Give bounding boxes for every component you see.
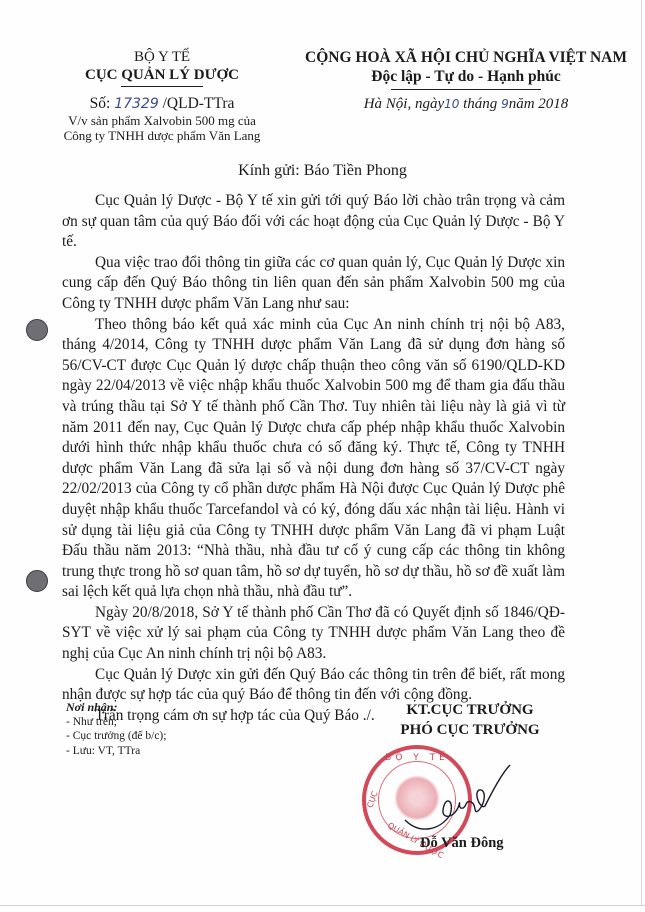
paragraph: Cục Quản lý Dược - Bộ Y tế xin gửi tới quý Báo lời chào trân trọng và cảm ơn sự quan tâm của quý Báo đối với các hoạt động của Cục Quản lý Dược - Bộ Y tế. [62,192,565,251]
document-number [62,95,262,113]
country-name: CỘNG HOÀ XÃ HỘI CHỦ NGHĨA VIỆT NAM [305,49,627,66]
month-label: tháng [463,96,498,112]
header-underline [121,86,203,87]
page-edge-bottom [0,905,645,906]
handwritten-number: 17329 [114,96,159,112]
paragraph: Qua việc trao đổi thông tin giữa các cơ quan quản lý, Cục Quản lý Dược xin cung cấp đến Quý Báo thông tin liên quan đến sản phẩm Xalvobin 500 mg của Công ty TNHH dược phẩm Văn Lang như sau: [62,253,565,312]
paragraph: Theo thông báo kết quả xác minh của Cục An ninh chính trị nội bộ A83, tháng 4/2014, Công ty TNHH dược phẩm Văn Lang đã sử dụng đơn hàng số 56/CV-CT được Cục Quản lý dược chấp thuận theo công văn số 6190/QLD-KD ngày 22/04/2013 về việc nhập khẩu thuốc Xalvobin 500 mg để tham gia đấu thầu và trúng thầu tại Sở Y tế thành phố Cần Thơ. Tuy nhiên tài liệu này là giả vì từ năm 2011 đến nay, Cục Quản lý Dược chưa cấp phép nhập khẩu thuốc Xalvobin dưới hình thức nhập khẩu thuốc chưa có số đăng ký. Thực tế, Công ty TNHH dược phẩm Văn Lang đã sửa lại số và nội dung đơn hàng số 37/CV-CT ngày 22/02/2013 của Công ty cổ phần dược phẩm Hà Nội được Cục Quản lý Dược phê duyệt nhập khẩu thuốc Tarcefandol và có ký, đóng dấu xác nhận tài liệu. Hành vi sử dụng tài liệu giả của Công ty TNHH dược phẩm Văn Lang đã vi phạm Luật Đấu thầu năm 2013: “Nhà thầu, nhà đầu tư cố ý cung cấp các thông tin không trung thực trong hồ sơ quan tâm, hồ sơ dự tuyển, hồ sơ dự thầu, hồ sơ đề xuất làm sai lệch kết quả lựa chọn nhà thầu, nhà đầu tư”. [62,315,565,601]
ministry-name: BỘ Y TẾ [133,49,191,65]
page-edge-right [641,0,642,905]
signature-block [370,700,570,740]
department-name: CỤC QUẢN LÝ DƯỢC [84,67,240,83]
national-header [296,48,636,113]
subject-line-2: Công ty TNHH dược phẩm Văn Lang [63,128,261,143]
seal-text-left: CỤC [365,789,380,810]
punch-hole [26,570,48,592]
paragraph: Ngày 20/8/2018, Sở Y tế thành phố Cần Thơ đã có Quyết định số 1846/QĐ-SYT về việc xử lý sai phạm của Công ty TNHH dược phẩm Văn Lang theo đề nghị của Cục An ninh chính trị nội bộ A83. [62,603,565,663]
issue-date [296,96,636,113]
national-motto: Độc lập - Tự do - Hạnh phúc [371,68,561,85]
recipients-list [66,700,166,758]
signer-title-1: KT.CỤC TRƯỞNG [406,702,534,718]
handwritten-day: 10 [444,97,460,111]
signer-name: Đỗ Văn Đông [420,835,504,851]
addressee: Kính gửi: Báo Tiền Phong [238,162,407,179]
date-prefix: Hà Nội, ngày [363,96,445,112]
seal-text-bottom: QUẢN LÝ DƯỢC [385,820,445,861]
seal-text-top: BỘ Y TẾ [385,753,449,763]
recipient-item: - Lưu: VT, TTra [66,744,141,757]
punch-hole [26,319,48,341]
issuer-header [62,48,262,143]
recipient-item: - Như trên; [66,715,117,728]
letter-body [62,191,565,726]
number-suffix: /QLD-TTra [162,95,235,112]
recipient-item: - Cục trưởng (để b/c); [66,730,167,742]
handwritten-month: 9 [501,97,509,111]
paragraph: Trân trọng cám ơn sự hợp tác của Quý Báo ./. [95,706,375,724]
handwritten-signature-icon [395,760,515,840]
recipients-title: Nơi nhận: [66,700,118,714]
signer-title-2: PHÓ CỤC TRƯỞNG [400,722,540,738]
year-text: năm 2018 [508,96,569,112]
motto-underline [391,89,541,90]
paragraph: Cục Quản lý Dược xin gửi đến Quý Báo các thông tin trên để biết, rất mong nhận được sự hợp tác của quý Báo để thông tin đến với cộng đồng. [62,665,565,704]
subject-line-1: V/v sản phẩm Xalvobin 500 mg của [68,113,256,128]
number-prefix: Số: [89,95,111,112]
